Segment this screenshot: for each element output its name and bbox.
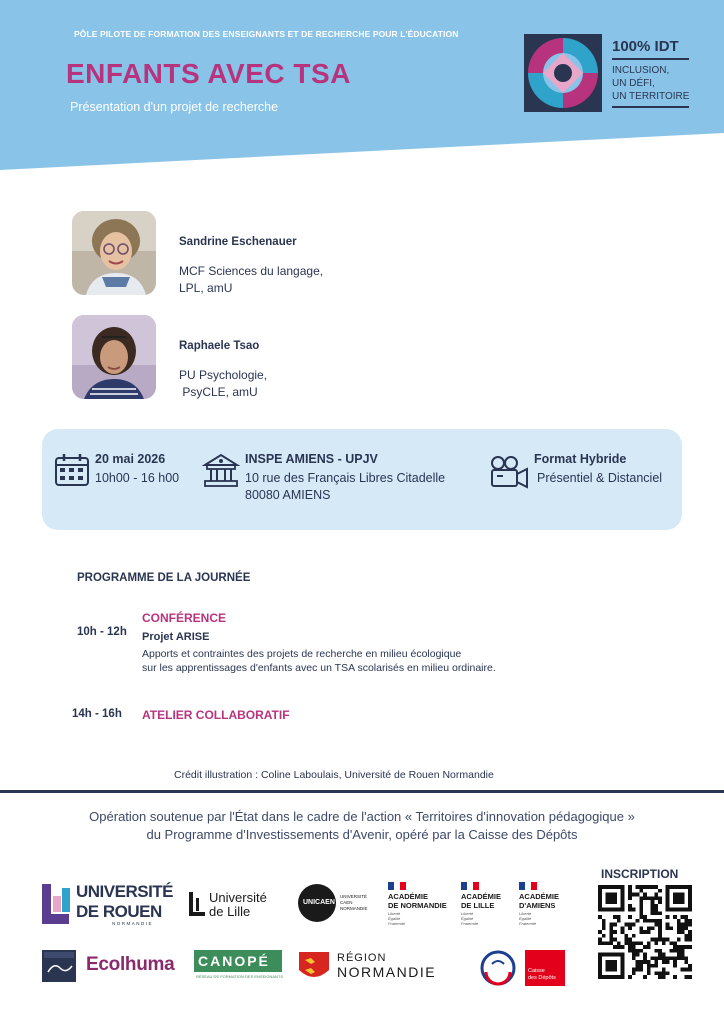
- session-time: 10h - 12h: [77, 626, 127, 638]
- speaker-role: [179, 367, 267, 401]
- motto-line: Fraternité: [461, 921, 479, 926]
- academie-line2: DE NORMANDIE: [388, 901, 447, 910]
- canope-wordmark: CANOPÉ: [198, 953, 270, 969]
- idt-tagline-line: UN TERRITOIRE: [612, 91, 690, 102]
- speaker-name: Sandrine Eschenauer: [179, 236, 297, 248]
- motto-line: Liberté: [461, 911, 474, 916]
- page-subtitle: Présentation d'un projet de recherche: [70, 100, 279, 114]
- event-format-detail: Présentiel & Distanciel: [537, 471, 663, 485]
- idt-tagline: [612, 64, 698, 103]
- region-logo-line1: RÉGION: [337, 952, 387, 964]
- illustration-credit: Crédit illustration : Coline Laboulais, Université de Rouen Normandie: [174, 769, 494, 781]
- lille-logo-line2: de Lille: [209, 904, 251, 919]
- event-format: Format Hybride: [534, 452, 627, 466]
- video-camera-icon: [489, 455, 529, 494]
- region-logo-line2: NORMANDIE: [337, 964, 437, 980]
- event-date: 20 mai 2026: [95, 452, 166, 466]
- session-title: CONFÉRENCE: [142, 611, 227, 625]
- idt-tagline-line: UN DÉFI,: [612, 78, 655, 89]
- speaker-photo-tsao: [72, 315, 156, 399]
- caen-logo-line1: UNIVERSITÉ: [340, 894, 368, 899]
- inscription-qr-code[interactable]: [598, 885, 692, 979]
- canope-tagline: RÉSEAU DE FORMATION DES ENSEIGNANTS: [196, 974, 284, 979]
- speaker-photo-eschenauer: [72, 211, 156, 295]
- france-2030-logo: [480, 950, 518, 986]
- motto-line: Fraternité: [388, 921, 406, 926]
- academie-line2: DE LILLE: [461, 901, 495, 910]
- session-subtitle: Projet ARISE: [142, 631, 210, 643]
- page-title: ENFANTS AVEC TSA: [66, 58, 351, 89]
- motto-line: Fraternité: [519, 921, 537, 926]
- lille-logo-line1: Université: [209, 890, 267, 905]
- section-divider: [0, 790, 724, 793]
- caen-logo-line2: CAEN: [340, 900, 353, 905]
- idt-rule-bottom: [612, 106, 689, 108]
- academie-line1: ACADÉMIE: [388, 892, 429, 901]
- speaker-name: Raphaele Tsao: [179, 340, 260, 352]
- inscription-label: INSCRIPTION: [601, 867, 679, 881]
- universite-rouen-logo: [42, 882, 174, 928]
- session-description: [142, 647, 496, 675]
- motto-line: Égalité: [461, 916, 474, 921]
- universite-lille-logo: [189, 890, 281, 920]
- speaker-role-line: PU Psychologie,: [179, 368, 268, 382]
- rouen-logo-line1: UNIVERSITÉ: [76, 882, 174, 901]
- speaker-role-line: PsyCLE, amU: [179, 385, 258, 399]
- academie-lille-logo: [459, 882, 513, 928]
- ecolhuma-wordmark: Ecolhuma: [86, 954, 175, 975]
- support-line: Opération soutenue par l'État dans le cadre de l'action « Territoires d'innovation pédagogique »: [89, 809, 635, 824]
- ecolhuma-logo: [86, 954, 186, 978]
- idt-rule-top: [612, 58, 689, 60]
- calendar-icon: [54, 453, 90, 492]
- motto-line: Liberté: [388, 911, 401, 916]
- motto-line: Égalité: [388, 916, 401, 921]
- motto-line: Liberté: [519, 911, 532, 916]
- region-normandie-logo: [297, 950, 457, 984]
- event-hours: 10h00 - 16 h00: [95, 471, 180, 485]
- event-venue: INSPE AMIENS - UPJV: [245, 452, 378, 466]
- cdc-line2: des Dépôts: [528, 975, 556, 981]
- speaker-role-line: MCF Sciences du langage,: [179, 264, 324, 278]
- rouen-logo-line2: DE ROUEN: [76, 902, 162, 921]
- academie-line1: ACADÉMIE: [519, 892, 560, 901]
- session-title: ATELIER COLLABORATIF: [142, 708, 290, 722]
- caen-logo-mark: UNICAEN: [303, 899, 335, 906]
- idt-tagline-line: INCLUSION,: [612, 65, 670, 76]
- academie-line1: ACADÉMIE: [461, 892, 502, 901]
- caen-logo-line3: NORMANDIE: [340, 906, 368, 911]
- speaker-role: [179, 263, 323, 297]
- motto-line: Égalité: [519, 916, 532, 921]
- session-description-line: Apports et contraintes des projets de recherche en milieu écologique: [142, 648, 462, 660]
- support-statement: [40, 808, 684, 844]
- speaker-role-line: LPL, amU: [179, 281, 233, 295]
- header-kicker: PÔLE PILOTE DE FORMATION DES ENSEIGNANTS ET DE RECHERCHE POUR L'ÉDUCATION: [74, 29, 459, 39]
- session-time: 14h - 16h: [72, 708, 122, 720]
- academie-normandie-logo: [386, 882, 456, 928]
- universite-caen-logo: [298, 884, 380, 924]
- canope-logo: [194, 950, 282, 980]
- caisse-des-depots-logo: [525, 950, 565, 986]
- session-description-line: sur les apprentissages d'enfants avec un TSA scolarisés en milieu ordinaire.: [142, 662, 496, 674]
- idt-title: 100% IDT: [612, 38, 679, 55]
- cdc-line1: Caisse: [528, 968, 545, 974]
- academie-line2: D'AMIENS: [519, 901, 556, 910]
- idt-logo-mark: [524, 34, 602, 112]
- event-address-line2: 80080 AMIENS: [245, 488, 331, 502]
- rouen-logo-line3: NORMANDIE: [112, 921, 154, 926]
- academie-amiens-logo: [517, 882, 573, 928]
- partner-logo-julesverne: [42, 950, 76, 982]
- support-line: du Programme d'Investissements d'Avenir, opéré par la Caisse des Dépôts: [146, 827, 578, 842]
- event-address-line1: 10 rue des Français Libres Citadelle: [245, 471, 446, 485]
- program-heading: PROGRAMME DE LA JOURNÉE: [77, 572, 251, 584]
- building-icon: [202, 451, 240, 494]
